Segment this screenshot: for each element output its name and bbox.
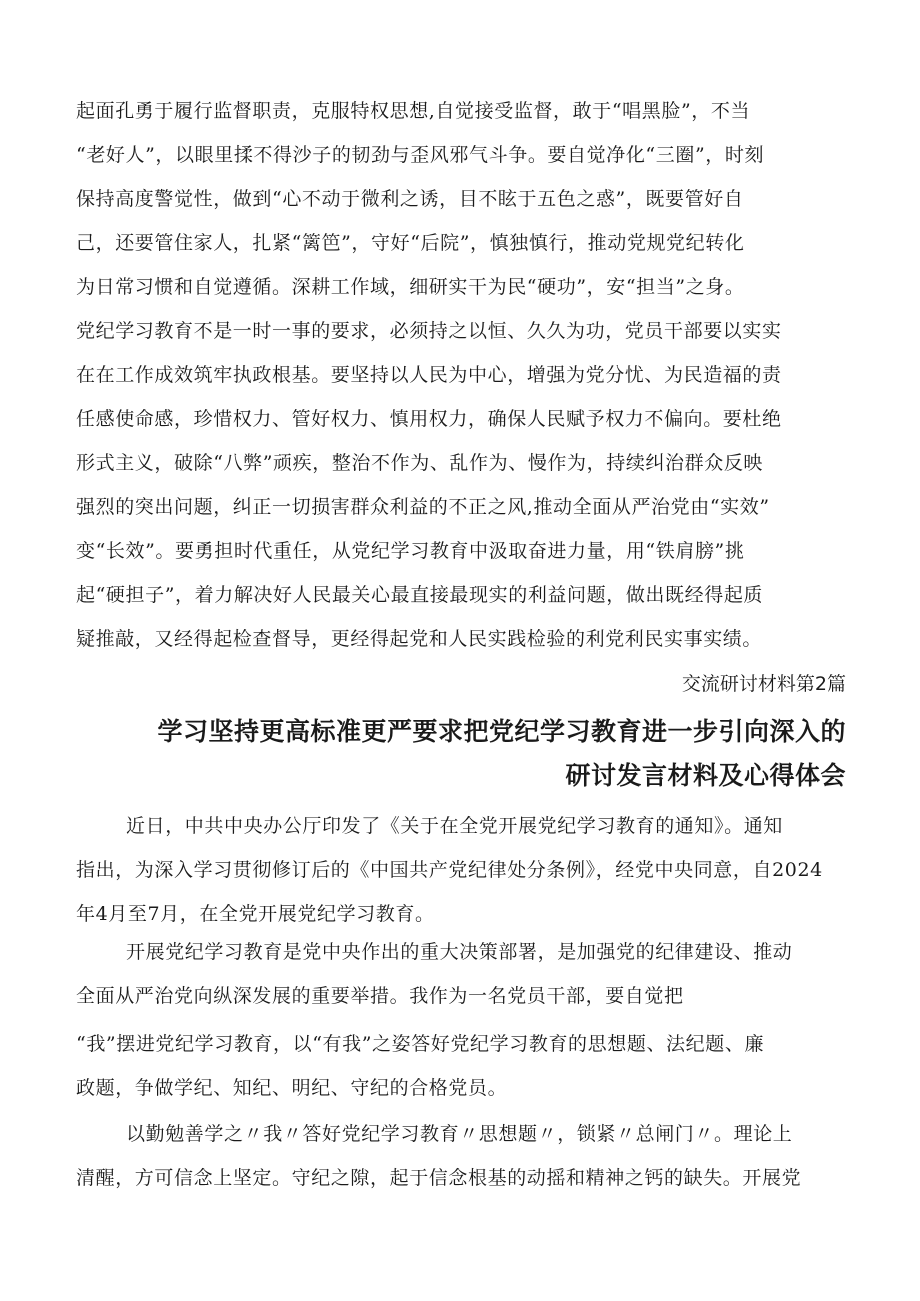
- article-heading-line-1: 学习坚持更高标准更严要求把党纪学习教育进一步引向深入的: [157, 717, 846, 746]
- text-line: “我”摆进党纪学习教育，以“有我”之姿答好党纪学习教育的思想题、法纪题、廉: [76, 1033, 765, 1055]
- text-line: 在在工作成效筑牢执政根基。要坚持以人民为中心，增强为党分忧、为民造福的责: [76, 364, 782, 386]
- text-line: 形式主义，破除“八弊”顽疾，整治不作为、乱作为、慢作为，持续纠治群众反映: [76, 452, 764, 474]
- text-line: 己，还要管住家人，扎紧“篱笆”，守好“后院”，慎独慎行，推动党规党纪转化: [76, 232, 745, 254]
- text-line: “老好人”，以眼里揉不得沙子的韧劲与歪风邪气斗争。要自觉净化“三圈”，时刻: [76, 144, 765, 166]
- article-heading-line-2: 研讨发言材料及心得体会: [565, 761, 846, 790]
- text-line: 以勤勉善学之〃我〃答好党纪学习教育〃思想题〃，锁紧〃总闸门〃。理论上: [126, 1123, 793, 1145]
- text-line: 近日，中共中央办公厅印发了《关于在全党开展党纪学习教育的通知》。通知: [126, 815, 783, 837]
- text-line: 政题，争做学纪、知纪、明纪、守纪的合格党员。: [76, 1077, 508, 1099]
- text-line: 党纪学习教育不是一时一事的要求，必须持之以恒、久久为功，党员干部要以实实: [76, 320, 782, 342]
- text-line: 开展党纪学习教育是党中央作出的重大决策部署，是加强党的纪律建设、推动: [126, 941, 793, 963]
- text-line: 变“长效”。要勇担时代重任，从党纪学习教育中汲取奋进力量，用“铁肩膀”挑: [76, 540, 745, 562]
- section-label: 交流研讨材料第2篇: [681, 673, 846, 695]
- text-line: 任感使命感，珍惜权力、管好权力、慎用权力，确保人民赋予权力不偏向。要杜绝: [76, 408, 782, 430]
- text-line: 年4月至7月，在全党开展党纪学习教育。: [76, 903, 435, 925]
- text-line: 保持高度警觉性，做到“心不动于微利之诱，目不眩于五色之惑”，既要管好自: [76, 188, 744, 210]
- text-line: 起面孔勇于履行监督职责，克服特权思想,自觉接受监督，敢于“唱黑脸”，不当: [76, 100, 751, 122]
- text-line: 为日常习惯和自觉遵循。深耕工作域，细研实干为民“硬功”，安“担当”之身。: [76, 276, 745, 298]
- text-line: 疑推敲，又经得起检查督导，更经得起党和人民实践检验的利党利民实事实绩。: [76, 628, 763, 650]
- text-line: 强烈的突出问题，纠正一切损害群众利益的不正之风,推动全面从严治党由“实效”: [76, 496, 770, 518]
- text-line: 清醒，方可信念上坚定。守纪之隙，起于信念根基的动摇和精神之钙的缺失。开展党: [76, 1167, 802, 1189]
- text-line: 起“硬担子”，着力解决好人民最关心最直接最现实的利益问题，做出既经得起质: [76, 584, 764, 606]
- text-line: 指出，为深入学习贯彻修订后的《中国共产党纪律处分条例》，经党中央同意，自2024: [76, 859, 823, 881]
- text-line: 全面从严治党向纵深发展的重要举措。我作为一名党员干部，要自觉把: [76, 985, 684, 1007]
